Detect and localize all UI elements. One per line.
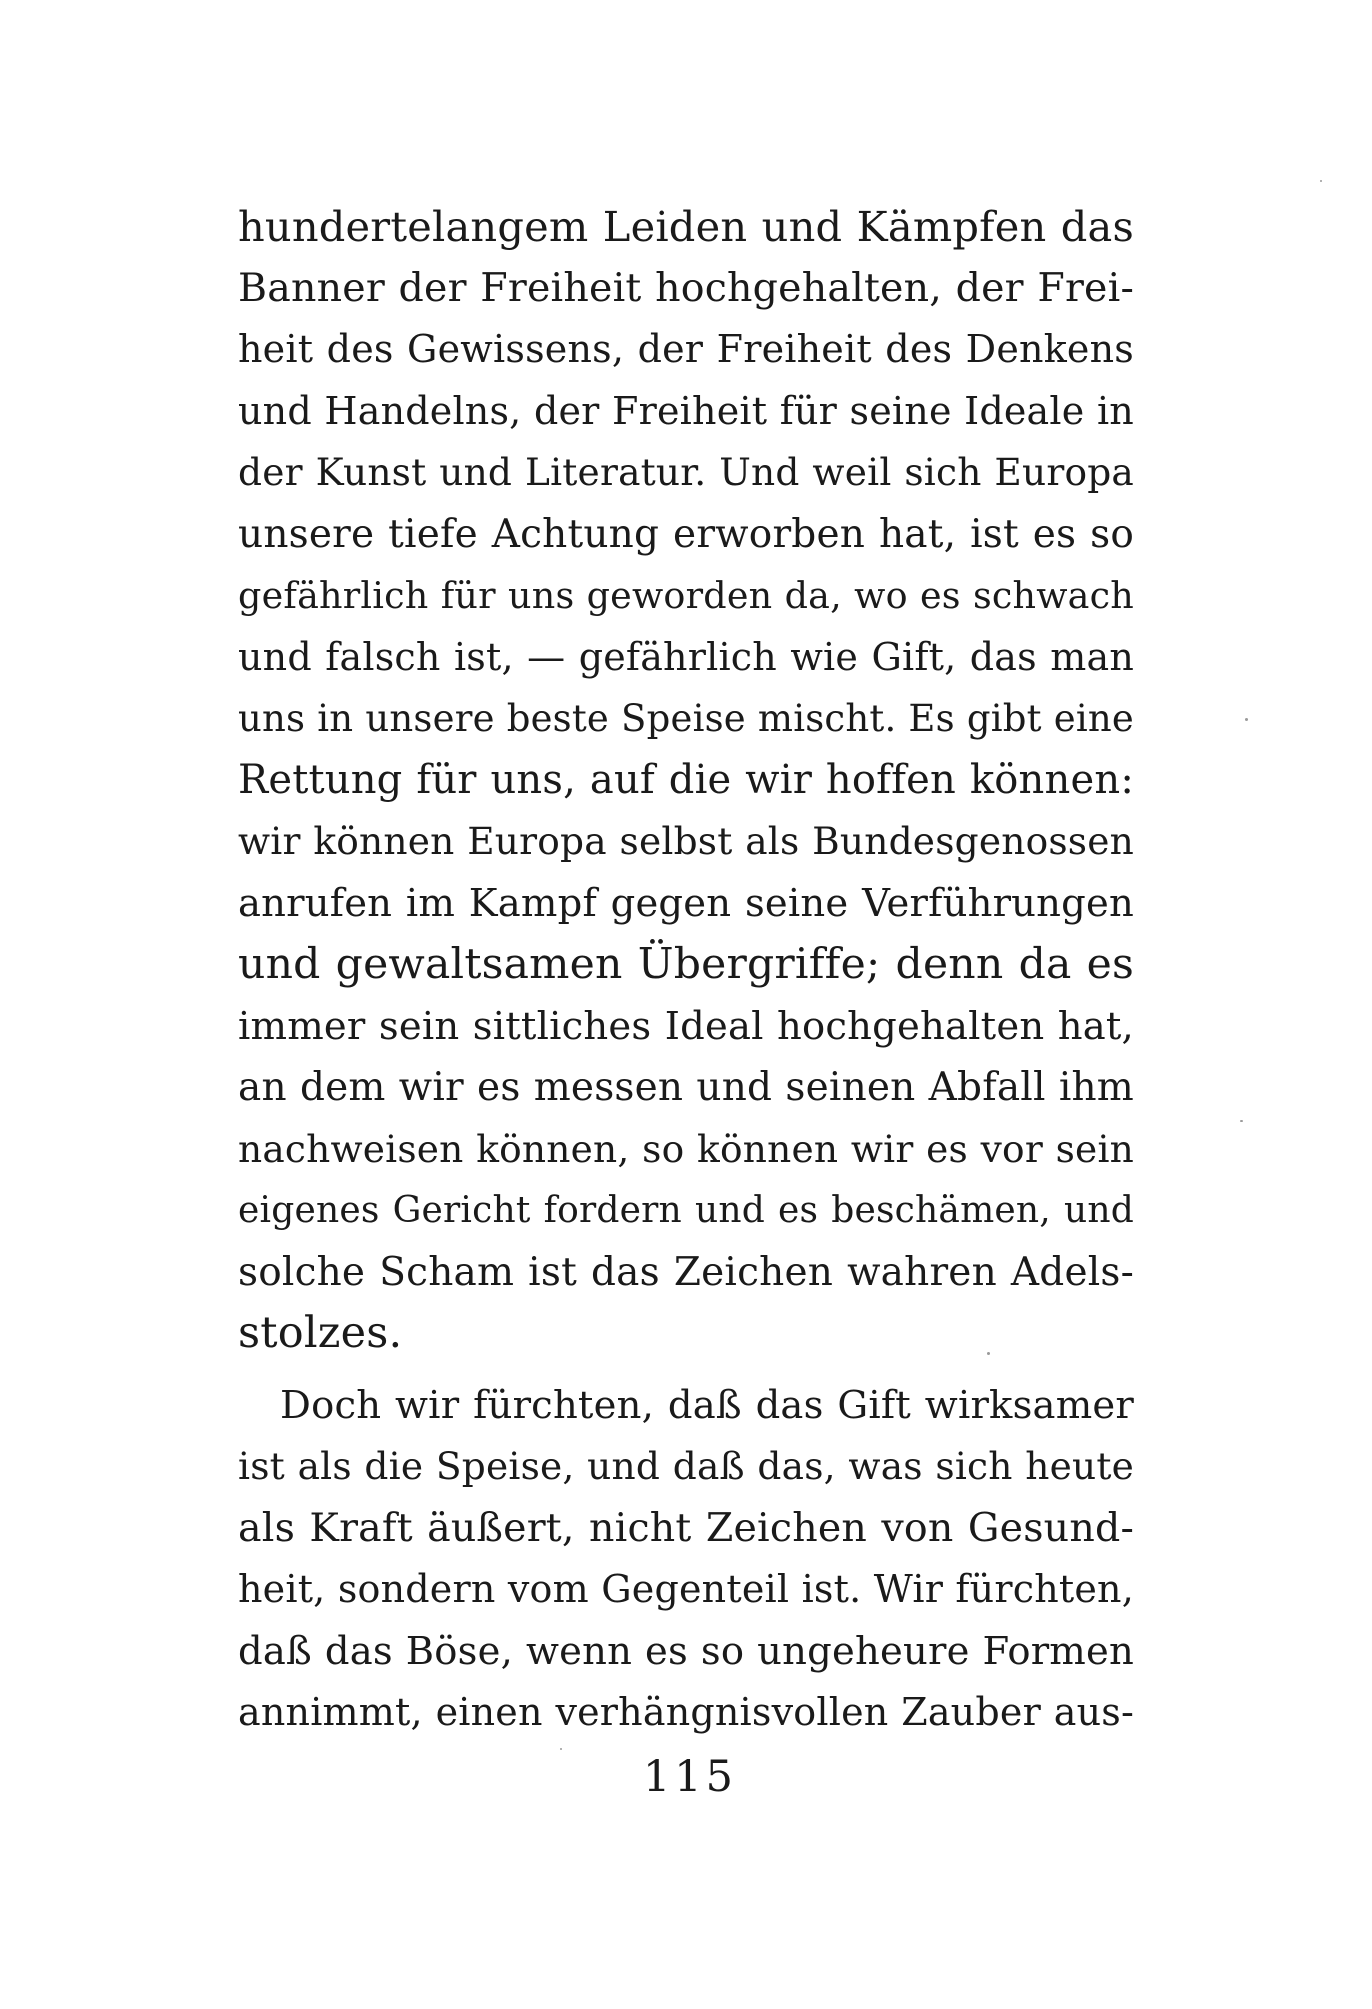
- text-line: und gewaltsamen Übergriffe; denn da es: [238, 940, 1134, 989]
- text-line: heit des Gewissens, der Freiheit des Denkens: [238, 327, 1134, 371]
- text-line: der Kunst und Literatur. Und weil sich Europa: [238, 450, 1134, 494]
- scan-speck: [1240, 1120, 1243, 1122]
- text-line: immer sein sittliches Ideal hochgehalten hat,: [238, 1003, 1134, 1049]
- page-number: 115: [642, 1752, 738, 1802]
- text-line: Banner der Freiheit hochgehalten, der Frei-: [238, 264, 1134, 311]
- text-line: daß das Böse, wenn es so ungeheure Formen: [238, 1628, 1134, 1674]
- paragraph-1: [238, 196, 1134, 1365]
- text-line: Doch wir fürchten, daß das Gift wirksamer: [280, 1382, 1134, 1428]
- scan-speck: [987, 1352, 990, 1355]
- text-line: unsere tiefe Achtung erworben hat, ist es so: [238, 511, 1134, 557]
- text-line: ist als die Speise, und daß das, was sich heute: [238, 1444, 1134, 1488]
- scan-speck: [1320, 180, 1322, 182]
- text-line: an dem wir es messen und seinen Abfall ihm: [238, 1065, 1134, 1110]
- text-line: uns in unsere beste Speise mischt. Es gibt eine: [238, 697, 1134, 740]
- text-line: eigenes Gericht fordern und es beschämen, und: [238, 1190, 1134, 1231]
- text-line: nachweisen können, so können wir es vor sein: [238, 1126, 1134, 1171]
- scan-speck: [1245, 718, 1248, 721]
- text-line: als Kraft äußert, nicht Zeichen von Gesund-: [238, 1504, 1134, 1551]
- text-line: annimmt, einen verhängnisvollen Zauber aus-: [238, 1690, 1134, 1734]
- paragraph-2: [238, 1375, 1134, 1744]
- paragraph-gap: [238, 1365, 1134, 1375]
- text-line: gefährlich für uns geworden da, wo es schwach: [238, 574, 1134, 617]
- text-line: stolzes.: [238, 1308, 403, 1358]
- text-line: und falsch ist, — gefährlich wie Gift, das man: [238, 634, 1134, 679]
- text-line: Rettung für uns, auf die wir hoffen können:: [238, 756, 1134, 803]
- text-line: heit, sondern vom Gegenteil ist. Wir fürchten,: [238, 1567, 1134, 1611]
- scan-speck: [560, 1748, 562, 1750]
- body-text: [238, 196, 1134, 1744]
- text-line: solche Scham ist das Zeichen wahren Adels-: [238, 1249, 1134, 1295]
- text-line: hundertelangem Leiden und Kämpfen das: [238, 202, 1134, 251]
- text-line: und Handelns, der Freiheit für seine Ideale in: [238, 388, 1134, 433]
- text-line: anrufen im Kampf gegen seine Verführungen: [238, 880, 1134, 926]
- text-line: wir können Europa selbst als Bundesgenossen: [238, 819, 1134, 863]
